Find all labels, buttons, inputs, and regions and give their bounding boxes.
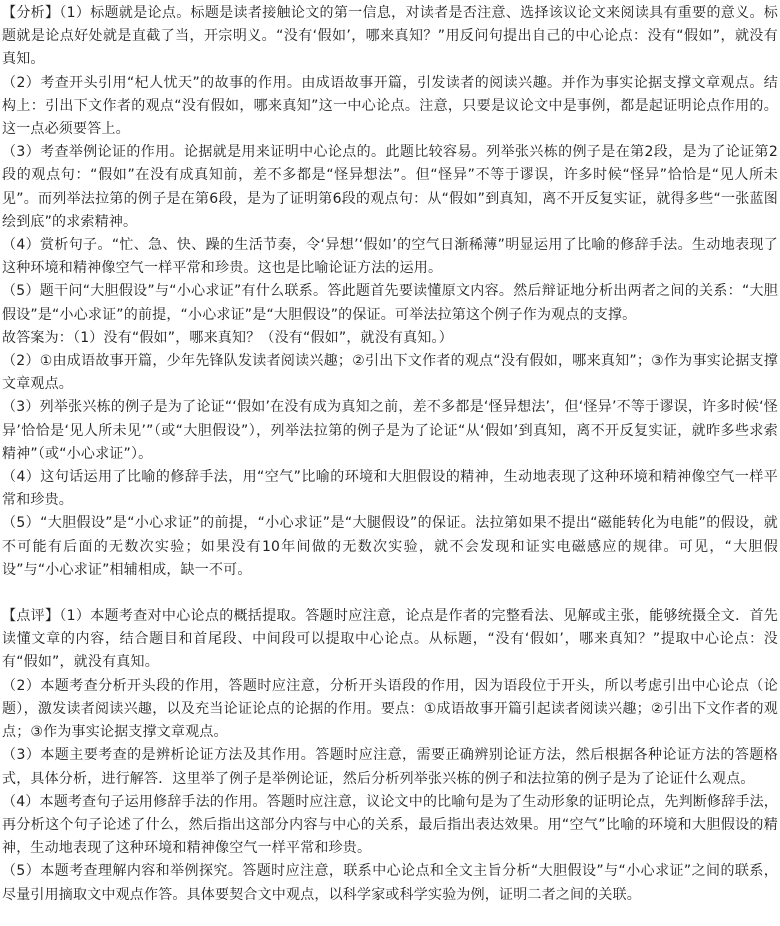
comment-paragraph-1: 【点评】（1）本题考查对中心论点的概括提取。答题时应注意，论点是作者的完整看法、见解或主张，能够统摄全文．首先读懂文章的内容，结合题目和首尾段、中间段可以提取中心论点。从标题，“没有‘假如’，哪来真知？”提取中心论点：没有“假如”，就没有真知。	[2, 608, 778, 671]
analysis-paragraph-4: （4）赏析句子。“忙、急、快、躁的生活节奏，令‘异想’‘假如’的空气日渐稀薄”明显运用了比喻的修辞手法。生动地表现了这种环境和精神像空气一样平常和珍贵。这也是比喻论证方法的运用。	[2, 237, 778, 277]
section-spacer	[2, 582, 778, 605]
comment-section	[2, 605, 778, 907]
analysis-paragraph-3: （3）考查举例论证的作用。论据就是用来证明中心论点的。此题比较容易。列举张兴栋的例子是在第2段，是为了论证第2段的观点句：“假如”在没有成真知前，差不多都是“怪异想法”。但“怪异”不等于谬误，许多时候“怪异”恰恰是“见人所未见”。而列举法拉第的例子是在第6段，是为了证明第6段的观点句：从“假如”到真知，离不开反复实证，就得多些“一张蓝图绘到底”的求索精神。	[2, 144, 778, 230]
analysis-paragraph-2: （2）考查开头引用“杞人忧天”的故事的作用。由成语故事开篇，引发读者的阅读兴趣。并作为事实论据支撑文章观点。结构上：引出下文作者的观点“没有假如，哪来真知”这一中心论点。注意，只要是议论文中是事例，都是起证明论点作用的。这一点必须要答上。	[2, 74, 778, 138]
answer-intro-paragraph: 故答案为：（1）没有“假如”，哪来真知？（没有“假如”，就没有真知。）	[2, 329, 453, 346]
answer-paragraph-3: （3）列举张兴栋的例子是为了论证“‘假如’在没有成为真知之前，差不多都是‘怪异想法’，但‘怪异’不等于谬误，许多时候‘怪异’恰恰是‘见人所未见’”（或“大胆假设”），列举法拉第的例子是为了论证“从‘假如’到真知，离不开反复实证，就昨多些求索精神”（或“小心求证”）。	[2, 399, 778, 462]
comment-paragraph-5: （5）本题考查理解内容和举例探究。答题时应注意，联系中心论点和全文主旨分析“大胆假设”与“小心求证”之间的联系，尽量引用摘取文中观点作答。具体要契合文中观点，以科学家或科学实验为例，证明二者之间的关联。	[2, 863, 778, 903]
comment-paragraph-2: （2）本题考查分析开头段的作用，答题时应注意，分析开头语段的作用，因为语段位于开头，所以考虑引出中心论点（论题），激发读者阅读兴趣，以及充当论证论点的论据的作用。要点：①成语故事开篇引起读者阅读兴趣；②引出下文作者的观点；③作为事实论据支撑文章观点。	[2, 677, 778, 741]
comment-paragraph-4: （4）本题考查句子运用修辞手法的作用。答题时应注意，议论文中的比喻句是为了生动形象的证明论点，先判断修辞手法，再分析这个句子论述了什么，然后指出这部分内容与中心的关系，最后指出表达效果。用“空气”比喻的环境和大胆假设的精神，生动地表现了这种环境和精神像空气一样平常和珍贵。	[2, 793, 778, 857]
analysis-paragraph-1: 【分析】（1）标题就是论点。标题是读者接触论文的第一信息，对读者是否注意、选择该议论文来阅读具有重要的意义。标题就是论点好处就是直截了当，开宗明义。“没有‘假如’，哪来真知？”用反问句提出自己的中心论点：没有“假如”，就没有真知。	[2, 5, 778, 68]
answer-paragraph-2: （2）①由成语故事开篇，少年先锋队发读者阅读兴趣；②引出下文作者的观点“没有假如，哪来真知”；③作为事实论据支撑文章观点。	[2, 353, 778, 393]
answer-paragraph-4: （4）这句话运用了比喻的修辞手法，用“空气”比喻的环境和大胆假设的精神，生动地表现了这种环境和精神像空气一样平常和珍贵。	[2, 469, 778, 509]
comment-paragraph-3: （3）本题主要考查的是辨析论证方法及其作用。答题时应注意，需要正确辨别论证方法，然后根据各种论证方法的答题格式，具体分析，进行解答．这里举了例子是举例论证，然后分析列举张兴栋的例子和法拉第的例子是为了论证什么观点。	[2, 747, 778, 787]
analysis-section	[2, 2, 778, 582]
analysis-paragraph-5: （5）题干问“大胆假设”与“小心求证”有什么联系。答此题首先要读懂原文内容。然后辩证地分析出两者之间的关系：“大胆假设”是“小心求证”的前提，“小心求证”是“大胆假设”的保证。可举法拉第这个例子作为观点的支撑。	[2, 283, 778, 323]
answer-paragraph-5: （5）“大胆假设”是“小心求证”的前提，“小心求证”是“大腿假设”的保证。法拉第如果不提出“磁能转化为电能”的假设，就不可能有后面的无数次实验；如果没有10年间做的无数次实验，就不会发现和证实电磁感应的规律。可见，“大胆假设”与“小心求证”相辅相成，缺一不可。	[2, 515, 778, 578]
